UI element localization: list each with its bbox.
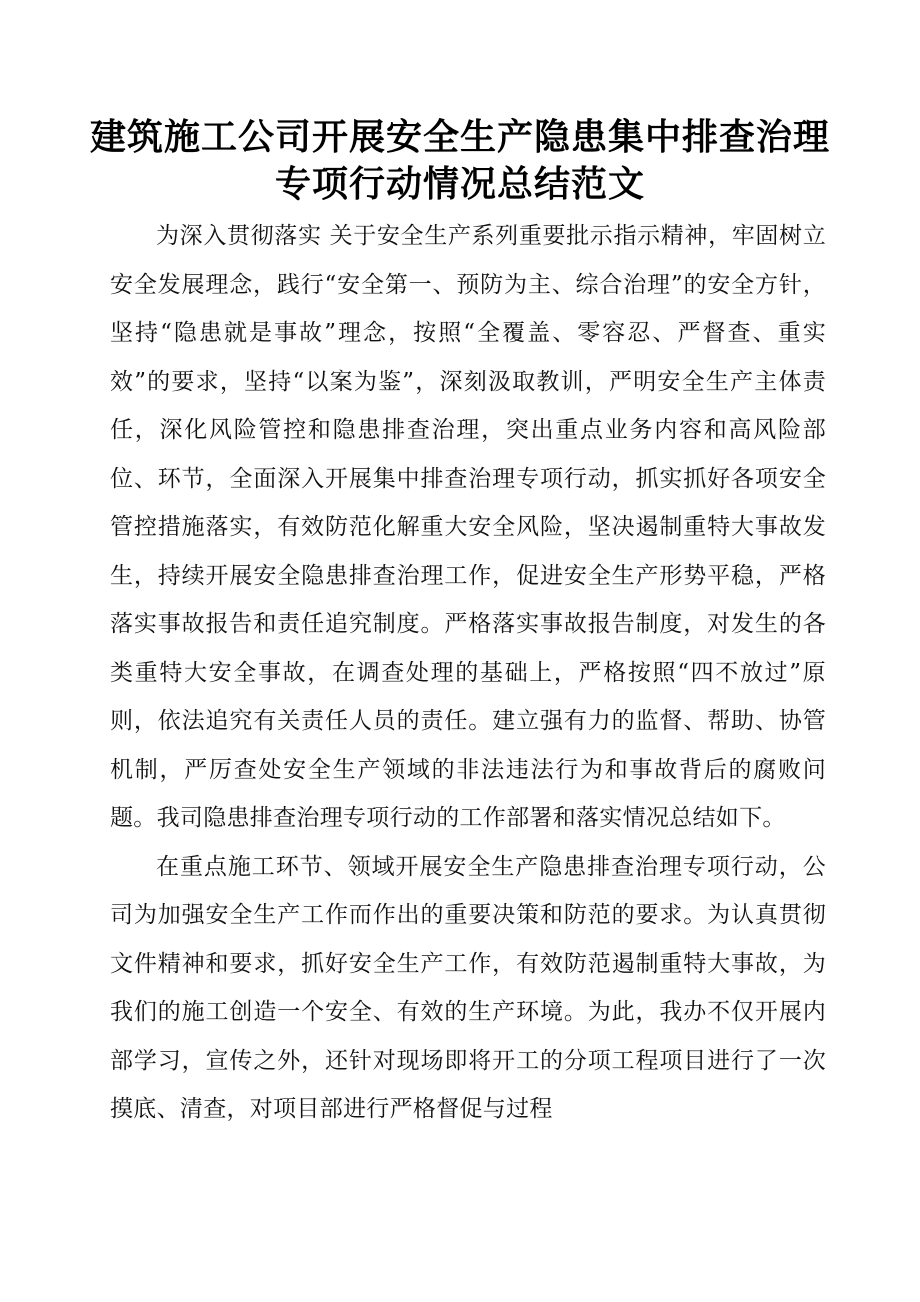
- paragraph-1: 为深入贯彻落实 关于安全生产系列重要批示指示精神，牢固树立安全发展理念，践行“安全第一、预防为主、综合治理”的安全方针，坚持“隐患就是事故”理念，按照“全覆盖、零容忍、严督查、重实效”的要求，坚持“以案为鉴”，深刻汲取教训，严明安全生产主体责任，深化风险管控和隐患排查治理，突出重点业务内容和高风险部位、环节，全面深入开展集中排查治理专项行动，抓实抓好各项安全管控措施落实，有效防范化解重大安全风险，坚决遏制重特大事故发生，持续开展安全隐患排查治理工作，促进安全生产形势平稳，严格落实事故报告和责任追究制度。严格落实事故报告制度，对发生的各类重特大安全事故，在调查处理的基础上，严格按照“四不放过”原则，依法追究有关责任人员的责任。建立强有力的监督、帮助、协管机制，严厉查处安全生产领域的非法违法行为和事故背后的腐败问题。我司隐患排查治理专项行动的工作部署和落实情况总结如下。: [110, 223, 826, 831]
- paragraph-2: 在重点施工环节、领域开展安全生产隐患排查治理专项行动，公司为加强安全生产工作而作出的重要决策和防范的要求。为认真贯彻文件精神和要求，抓好安全生产工作，有效防范遏制重特大事故，为我们的施工创造一个安全、有效的生产环境。为此，我办不仅开展内部学习，宣传之外，还针对现场即将开工的分项工程项目进行了一次摸底、清查，对项目部进行严格督促与过程: [110, 853, 826, 1122]
- document-title-line-2: 专项行动情况总结范文: [274, 164, 645, 205]
- document-title-line-1: 建筑施工公司开展安全生产隐患集中排查治理: [89, 117, 830, 158]
- document-body: [110, 212, 826, 1134]
